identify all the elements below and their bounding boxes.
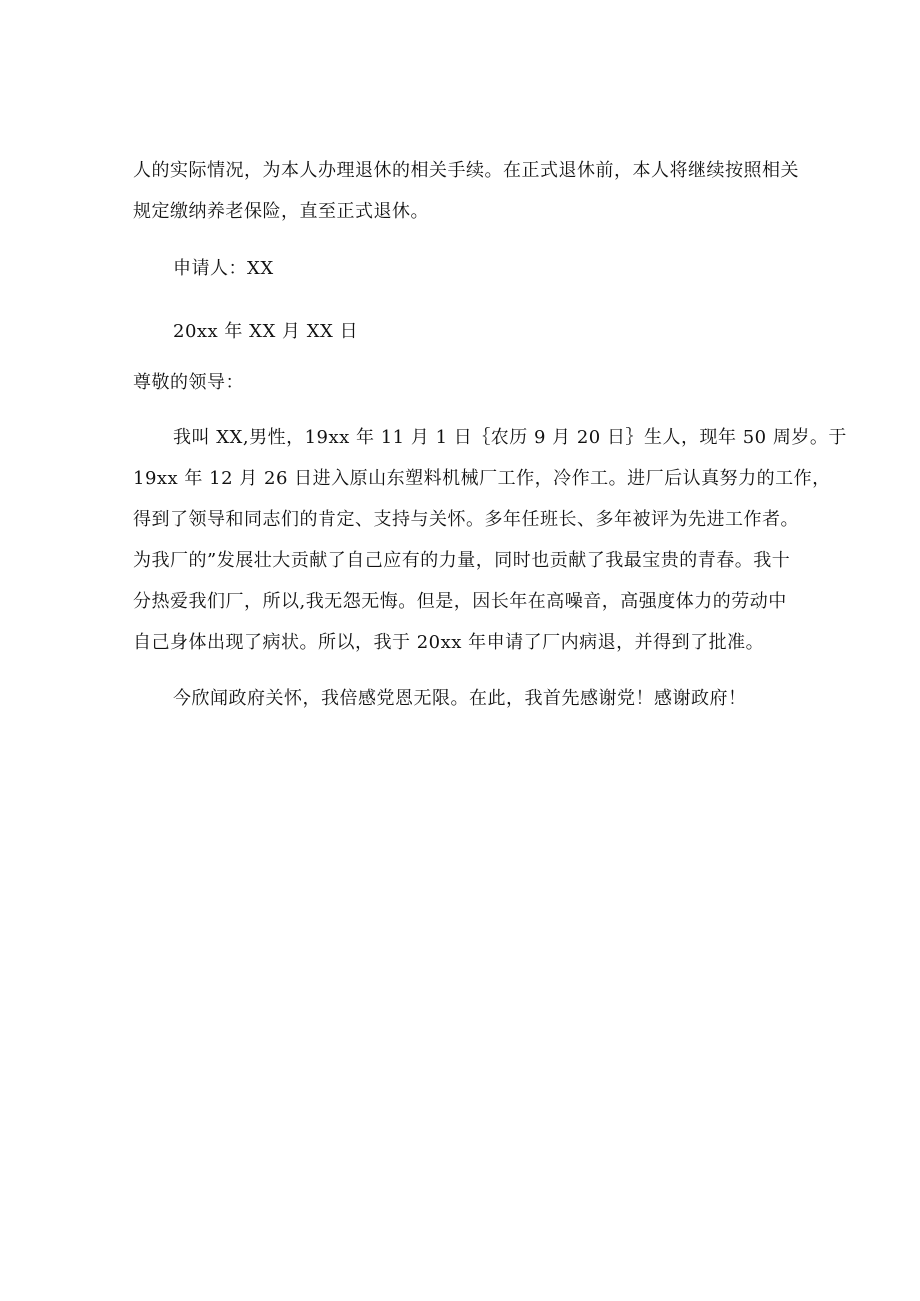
paragraph-line: 自己身体出现了病状。所以，我于 20xx 年申请了厂内病退，并得到了批准。 [133,632,765,653]
date-line: 20xx 年 XX 月 XX 日 [173,321,359,342]
paragraph-line: 为我厂的”发展壮大贡献了自己应有的力量，同时也贡献了我最宝贵的青春。我十 [133,550,791,571]
paragraph-line: 19xx 年 12 月 26 日进入原山东塑料机械厂工作，冷作工。进厂后认真努力的工作， [133,468,831,489]
paragraph-line: 人的实际情况，为本人办理退休的相关手续。在正式退休前，本人将继续按照相关 [133,160,799,181]
paragraph-line: 今欣闻政府关怀，我倍感党恩无限。在此，我首先感谢党！感谢政府！ [173,688,747,709]
applicant-line: 申请人：XX [173,258,274,279]
salutation: 尊敬的领导： [133,372,244,393]
paragraph-line: 规定缴纳养老保险，直至正式退休。 [133,201,429,222]
paragraph-line: 分热爱我们厂，所以,我无怨无悔。但是，因长年在高噪音，高强度体力的劳动中 [133,591,787,612]
paragraph-line: 我叫 XX,男性，19xx 年 11 月 1 日｛农历 9 月 20 日｝生人，现年 50 周岁。于 [173,427,847,448]
paragraph-line: 得到了领导和同志们的肯定、支持与关怀。多年任班长、多年被评为先进工作者。 [133,509,799,530]
